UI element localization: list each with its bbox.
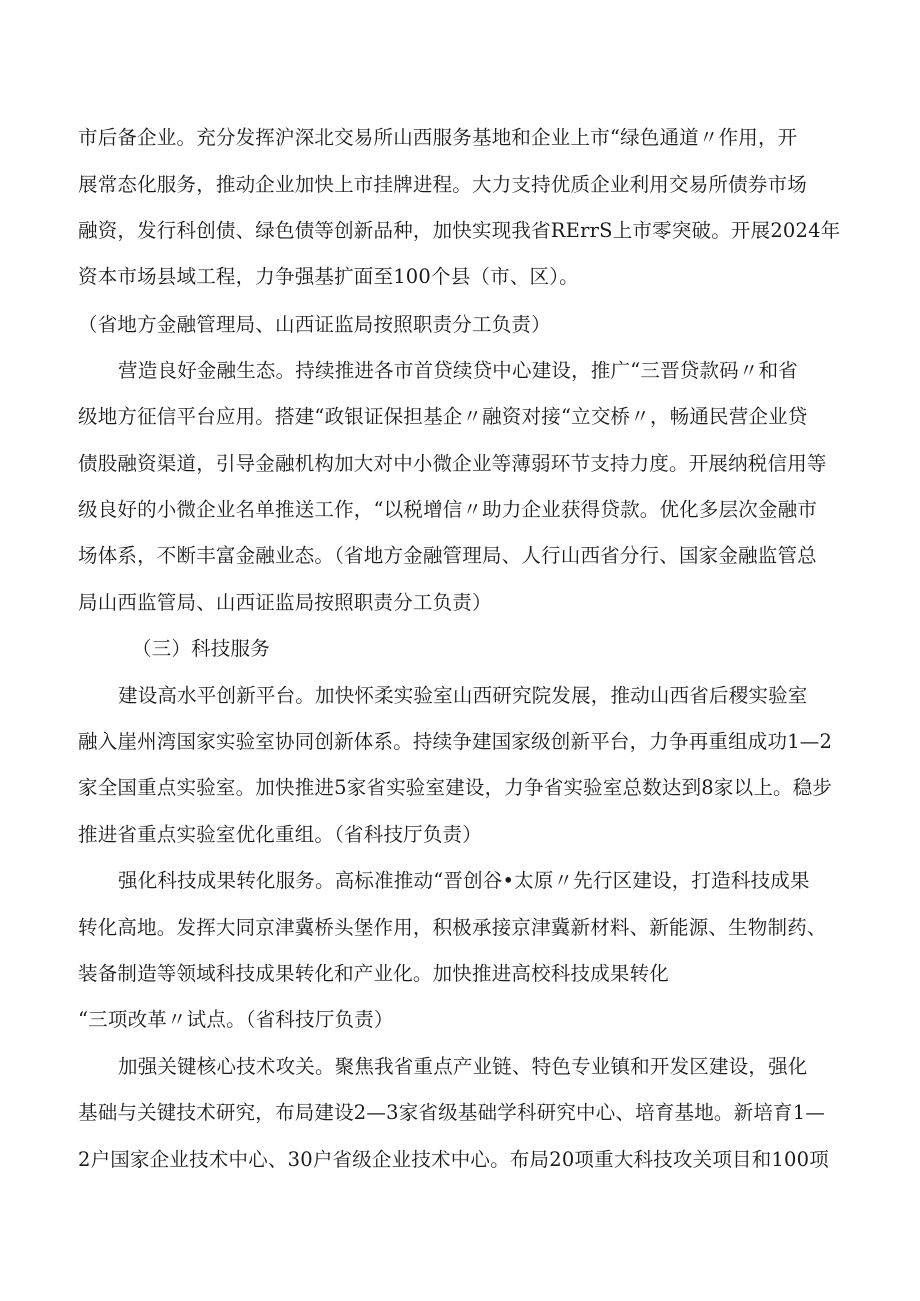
text-line: 市后备企业。充分发挥沪深北交易所山西服务基地和企业上市“绿色通道〃作用，开 xyxy=(78,126,798,149)
paragraph-start-line: 加强关键核心技术攻关。聚焦我省重点产业链、特色专业镇和开发区建设，强化 xyxy=(118,1055,808,1078)
text-line: 融资，发行科创债、绿色债等创新品种，加快实现我省RErrS上市零突破。开展2024年 xyxy=(78,219,841,242)
text-line: 债股融资渠道，引导金融机构加大对中小微企业等薄弱环节支持力度。开展纳税信用等 xyxy=(78,452,827,475)
text-line: “三项改革〃试点。（省科技厅负责） xyxy=(78,1008,394,1031)
text-line: 融入崖州湾国家实验室协同创新体系。持续争建国家级创新平台，力争再重组成功1—2 xyxy=(78,730,833,753)
text-line: 基础与关键技术研究，布局建设2—3家省级基础学科研究中心、培育基地。新培育1— xyxy=(78,1101,826,1124)
text-line: 转化高地。发挥大同京津冀桥头堡作用，积极承接京津冀新材料、新能源、生物制药、 xyxy=(78,916,827,939)
text-line: 装备制造等领域科技成果转化和产业化。加快推进高校科技成果转化 xyxy=(78,962,670,985)
text-line: 资本市场县域工程，力争强基扩面至100个县（市、区）。 xyxy=(78,265,579,288)
paragraph-start-line: 强化科技成果转化服务。高标准推动“晋创谷•太原〃先行区建设，打造科技成果 xyxy=(118,869,810,892)
text-line: 家全国重点实验室。加快推进5家省实验室建设，力争省实验室总数达到8家以上。稳步 xyxy=(78,776,833,799)
text-line: 级地方征信平台应用。搭建“政银证保担基企〃融资对接“立交桥〃，畅通民营企业贷 xyxy=(78,405,808,428)
text-line: 场体系，不断丰富金融业态。（省地方金融管理局、人行山西省分行、国家金融监管总 xyxy=(78,544,817,567)
text-line: 推进省重点实验室优化重组。（省科技厅负责） xyxy=(78,823,482,846)
text-line: 2户国家企业技术中心、30户省级企业技术中心。布局20项重大科技攻关项目和100项 xyxy=(78,1148,829,1171)
paragraph-start-line: 建设高水平创新平台。加快怀柔实验室山西研究院发展，推动山西省后稷实验室 xyxy=(118,684,808,707)
text-line: 级良好的小微企业名单推送工作，“以税增信〃助力企业获得贷款。优化多层次金融市 xyxy=(78,498,818,521)
paragraph-start-line: 营造良好金融生态。持续推进各市首贷续贷中心建设，推广“三晋贷款码〃和省 xyxy=(118,359,798,382)
text-line: 局山西监管局、山西证监局按照职责分工负责） xyxy=(78,591,492,614)
section-heading: （三）科技服务 xyxy=(132,637,270,660)
text-line: 展常态化服务，推动企业加快上市挂牌进程。大力支持优质企业利用交易所债券市场 xyxy=(78,173,807,196)
text-line: （省地方金融管理局、山西证监局按照职责分工负责） xyxy=(78,313,551,336)
